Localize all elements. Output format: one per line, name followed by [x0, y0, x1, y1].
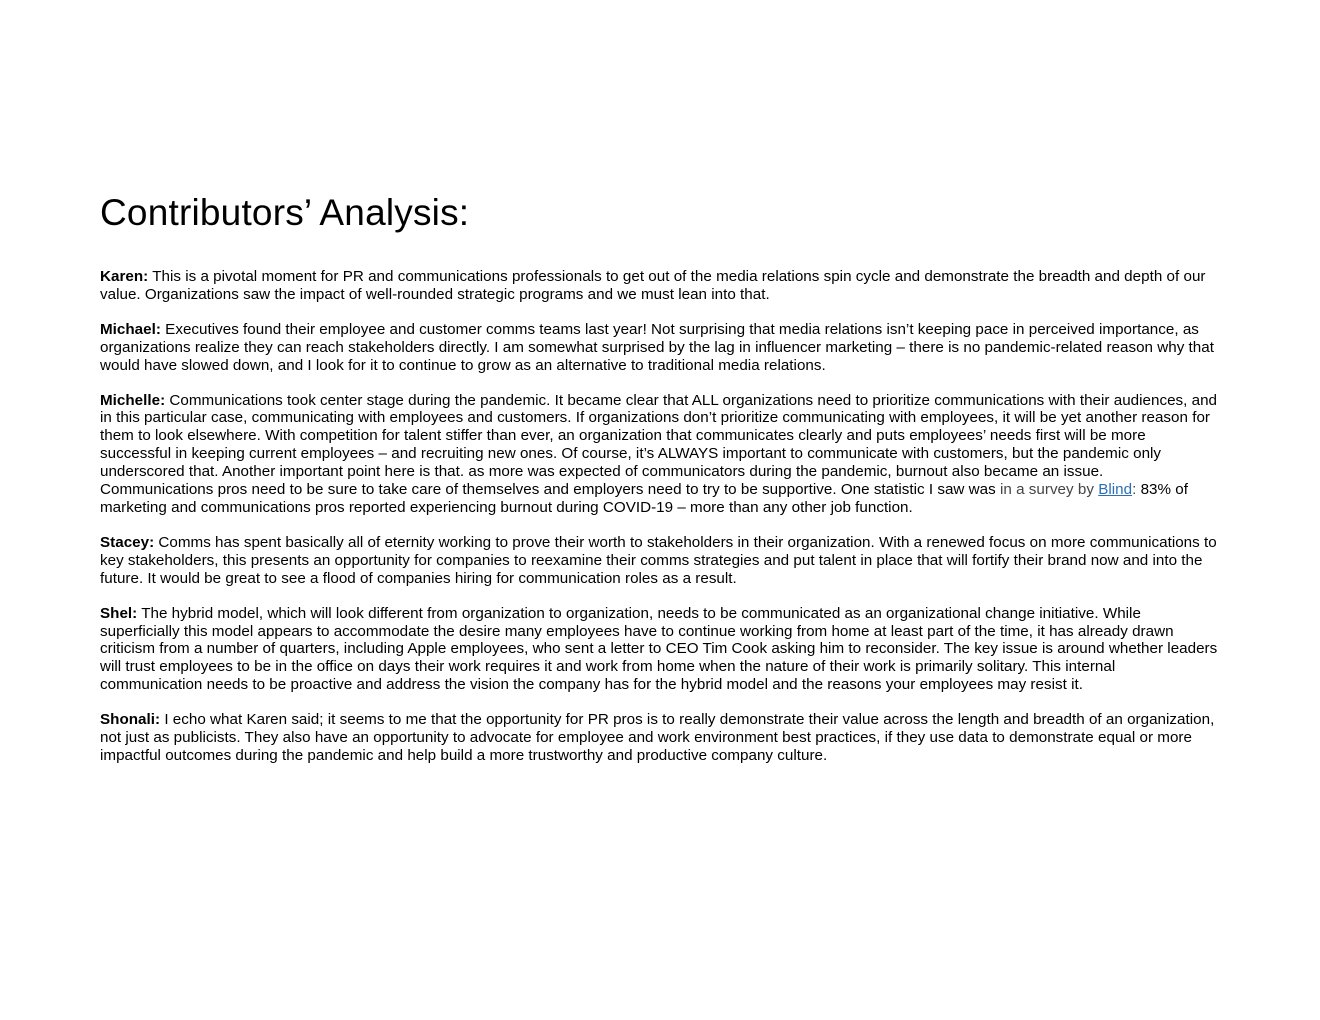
- page-title: Contributors’ Analysis:: [100, 192, 470, 233]
- speaker-name: Michael:: [100, 320, 161, 338]
- speaker-name: Shel:: [100, 604, 138, 622]
- link-colon: :: [1132, 481, 1137, 499]
- speaker-name: Karen:: [100, 268, 149, 285]
- contributor-entry-shel: [100, 605, 1218, 695]
- blind-survey-link[interactable]: Blind: [1098, 481, 1133, 499]
- entry-text: The hybrid model, which will look different from organization to organization, needs to be communicated as an organizational change initiative. While superficially this model appears to accommodate the desire many employees have to continue working from home at least part of the time, it has already drawn criticism from a number of quarters, including Apple employees, who sent a letter to CEO Tim Cook asking him to reconsider. The key issue is around whether leaders will trust employees to be in the office on days their work requires it and work from home when the nature of their work is primarily solitary. This internal communication needs to be proactive and address the vision the company has for the hybrid model and the reasons your employees may resist it.: [100, 604, 1218, 694]
- entry-text: Communications took center stage during the pandemic. It became clear that ALL organizations need to prioritize communications with their audiences, and in this particular case, communicating with employees and customers. If organizations don’t prioritize communicating with employees, it will be yet another reason for them to look elsewhere. With competition for talent stiffer than ever, an organization that communicates clearly and puts employees’ needs first will be more successful in keeping current employees – and recruiting new ones. Of course, it’s ALWAYS important to communicate with customers, but the pandemic only underscored that. Another important point here is that. as more was expected of communicators during the pandemic, burnout also became an issue. Communications pros need to be sure to take care of themselves and employers need to try to be supportive. One statistic I saw was: [100, 391, 1218, 499]
- document-page: [100, 190, 1218, 782]
- contributor-entry-stacey: [100, 534, 1218, 588]
- entry-text: I echo what Karen said; it seems to me that the opportunity for PR pros is to really demonstrate their value across the length and breadth of an organization, not just as publicists. They also have an opportunity to advocate for employee and work environment best practices, if they use data to demonstrate equal or more impactful outcomes during the pandemic and help build a more trustworthy and productive company culture.: [100, 711, 1215, 764]
- speaker-name: Stacey:: [100, 533, 155, 551]
- entry-text: Executives found their employee and customer comms teams last year! Not surprising that media relations isn’t keeping pace in perceived importance, as organizations realize they can reach stakeholders directly. I am somewhat surprised by the lag in influencer marketing – there is no pandemic-related reason why that would have slowed down, and I look for it to continue to grow as an alternative to traditional media relations.: [100, 320, 1214, 374]
- speaker-name: Shonali:: [100, 711, 161, 729]
- contributor-entry-shonali: [100, 711, 1218, 765]
- contributor-entry-michael: [100, 321, 1218, 375]
- entry-text: This is a pivotal moment for PR and communications professionals to get out of the media relations spin cycle and demonstrate the breadth and depth of our value. Organizations saw the impact of well-rounded strategic programs and we must lean into that.: [100, 268, 1206, 303]
- contributor-entry-michelle: [100, 392, 1218, 517]
- entry-text: Comms has spent basically all of eternity working to prove their worth to stakeholders in their organization. With a renewed focus on more communications to key stakeholders, this presents an opportunity for companies to reexamine their comms strategies and put talent in place that will fortify their brand now and into the future. It would be great to see a flood of companies hiring for communication roles as a result.: [100, 533, 1217, 587]
- contributor-entry-karen: [100, 268, 1218, 304]
- survey-source-text: in a survey by: [999, 481, 1099, 499]
- entry-text-after: 83% of marketing and communications pros reported experiencing burnout during COVID-19 – more than any other job function.: [100, 481, 1188, 516]
- speaker-name: Michelle:: [100, 391, 166, 409]
